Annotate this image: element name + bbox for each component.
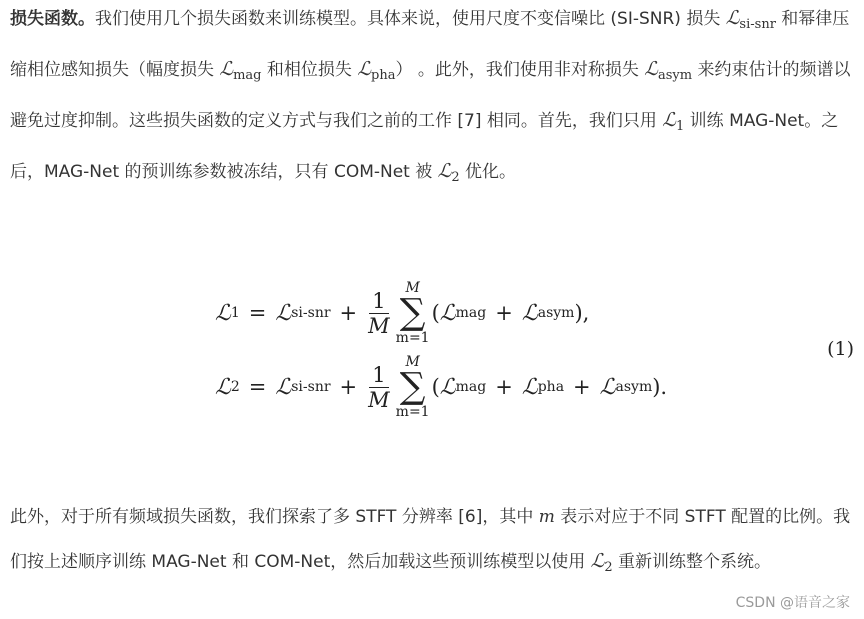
- loss-symbol: ℒ: [215, 374, 231, 400]
- loss-symbol: ℒ: [725, 7, 740, 29]
- right-paren: ),: [574, 301, 590, 325]
- loss-symbol: ℒ: [219, 58, 234, 80]
- loss-symbol: ℒ: [437, 160, 452, 182]
- plus-sign: +: [573, 375, 591, 399]
- loss-symbol: ℒ: [275, 374, 292, 400]
- subscript: pha: [537, 379, 565, 395]
- sigma-symbol: ∑: [399, 366, 426, 407]
- subscript: mag: [455, 379, 487, 395]
- text-run: 表示对应于不同 STFT 配置的比例。我们按上述顺序训练 MAG-Net 和 COM-Net，然后加载这些预训练模型以使用: [10, 507, 851, 572]
- text-run: 训练 MAG-Net。之后，MAG-Net 的预训练参数被冻结，只有 COM-Net 被: [10, 111, 839, 182]
- text-run: 重新训练整个系统。: [612, 552, 772, 572]
- summation: [396, 355, 430, 419]
- fraction-numerator: 1: [369, 363, 388, 388]
- fraction: [368, 289, 390, 338]
- left-paren: (: [431, 301, 440, 325]
- csdn-watermark: CSDN @语音之家: [735, 595, 850, 611]
- right-paren: ).: [652, 375, 668, 399]
- sum-upper-limit: M: [405, 354, 420, 370]
- subscript: 2: [230, 379, 240, 395]
- fraction: [368, 363, 390, 412]
- equation-L1: [215, 280, 590, 346]
- loss-function-paragraph: [10, 0, 856, 200]
- text-run: 和幂律压缩相位感知损失（幅度损失: [10, 9, 850, 80]
- fraction-denominator: M: [368, 387, 390, 412]
- loss-symbol: ℒ: [521, 300, 538, 326]
- subscript: asym: [537, 305, 575, 321]
- plus-sign: +: [339, 301, 358, 325]
- subscript: 2: [451, 170, 460, 185]
- sum-lower-limit: m=1: [395, 330, 430, 346]
- subscript: 1: [230, 305, 240, 321]
- loss-symbol: ℒ: [357, 58, 371, 80]
- summation: [396, 281, 430, 345]
- plus-sign: +: [495, 301, 513, 325]
- subscript: si-snr: [739, 17, 776, 32]
- math-variable: m: [538, 507, 555, 527]
- left-paren: (: [431, 375, 440, 399]
- sum-upper-limit: M: [405, 280, 420, 296]
- subscript: asym: [615, 379, 653, 395]
- loss-symbol: ℒ: [599, 374, 616, 400]
- text-run: 我们使用几个损失函数来训练模型。具体来说，使用尺度不变信噪比 (SI-SNR) 损失: [95, 9, 726, 29]
- text-run: 此外，对于所有频域损失函数，我们探索了多 STFT 分辨率 [6]，其中: [10, 507, 539, 527]
- loss-symbol: ℒ: [521, 374, 538, 400]
- subscript: 2: [604, 560, 613, 575]
- loss-symbol: ℒ: [439, 300, 456, 326]
- subscript: si-snr: [291, 305, 331, 321]
- fraction-numerator: 1: [369, 289, 388, 314]
- text-run: 优化。: [459, 162, 517, 182]
- subscript: mag: [233, 68, 262, 83]
- equals-sign: =: [248, 375, 267, 399]
- sum-lower-limit: m=1: [395, 404, 430, 420]
- subscript: 1: [675, 119, 685, 134]
- plus-sign: +: [495, 375, 513, 399]
- text-run: ） 。此外，我们使用非对称损失: [395, 60, 645, 80]
- sigma-symbol: ∑: [399, 292, 426, 333]
- text-run: 和相位损失: [261, 60, 358, 80]
- loss-symbol: ℒ: [590, 550, 605, 572]
- subscript: pha: [371, 68, 396, 83]
- plus-sign: +: [339, 375, 358, 399]
- loss-symbol: ℒ: [215, 300, 231, 326]
- loss-symbol: ℒ: [275, 300, 292, 326]
- subscript: asym: [657, 68, 693, 83]
- stft-paragraph: [10, 495, 856, 590]
- loss-symbol: ℒ: [439, 374, 456, 400]
- equation-number: (1): [827, 338, 854, 360]
- loss-symbol: ℒ: [644, 58, 658, 80]
- subscript: si-snr: [291, 379, 331, 395]
- loss-symbol: ℒ: [662, 109, 676, 131]
- text-run: 来约束估计的频谱以避免过度抑制。这些损失函数的定义方式与我们之前的工作 [7] 相同。首先，我们只用: [10, 60, 851, 131]
- subscript: mag: [455, 305, 487, 321]
- equals-sign: =: [248, 301, 267, 325]
- section-heading: 损失函数。: [10, 9, 95, 29]
- fraction-denominator: M: [368, 313, 390, 338]
- equation-L2: [215, 354, 668, 420]
